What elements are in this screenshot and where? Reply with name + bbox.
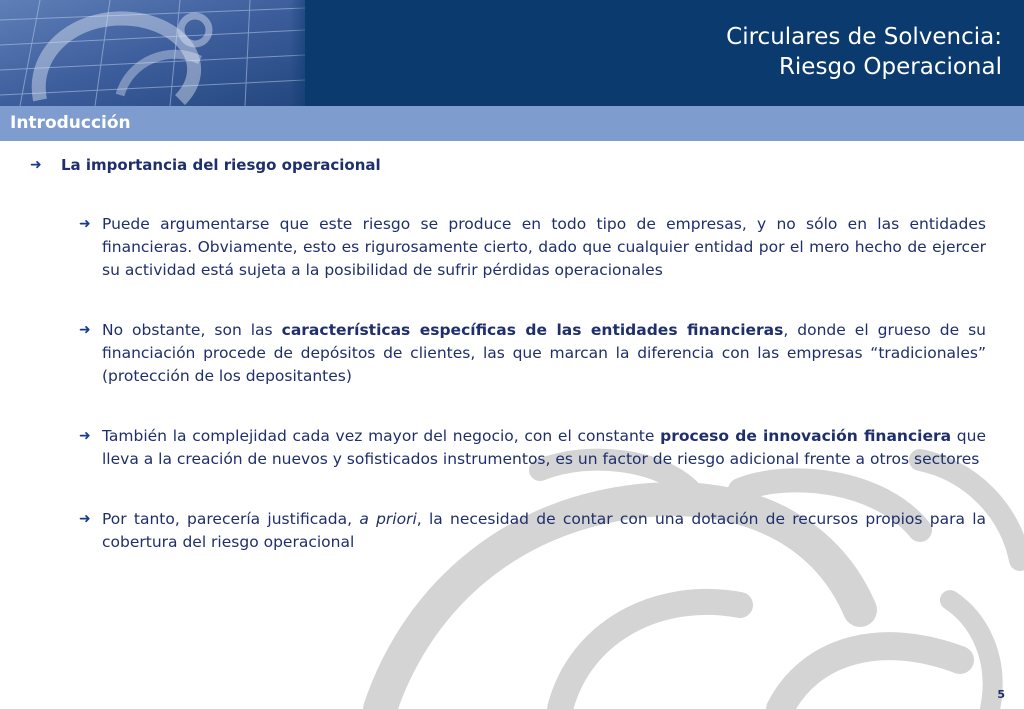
header-photo bbox=[0, 0, 305, 106]
bullet-text-part: No obstante, son las bbox=[102, 321, 282, 339]
heading-text: La importancia del riesgo operacional bbox=[61, 156, 381, 174]
bullet-item bbox=[30, 319, 986, 388]
arrow-bullet-icon: ➜ bbox=[79, 322, 91, 338]
title-line-1: Circulares de Solvencia: bbox=[726, 24, 1002, 50]
bullet-text-part: que lleva a la creación de nuevos y sofisticados instrumentos, es un factor de riesgo adicional frente a otros sectores bbox=[102, 427, 986, 468]
bullet-item bbox=[30, 425, 986, 471]
bullet-text-part: , donde el grueso de su financiación procede de depósitos de clientes, las que marcan la diferencia con las empresas “tradicionales” (protección de los depositantes) bbox=[102, 321, 986, 385]
arrow-bullet-icon: ➜ bbox=[79, 428, 91, 444]
header-photo-graphic bbox=[0, 0, 305, 106]
bullet-text-part: También la complejidad cada vez mayor del negocio, con el constante bbox=[102, 427, 661, 445]
bullet-item bbox=[30, 508, 986, 554]
section-title: Introducción bbox=[10, 113, 131, 133]
bullet-text-part: , la necesidad de contar con una dotación de recursos propios para la cobertura del riesgo operacional bbox=[102, 510, 987, 551]
bullet-text-part: Por tanto, parecería justificada, bbox=[102, 510, 360, 528]
bullet-text-bold: proceso de innovación financiera bbox=[660, 427, 952, 445]
page-number: 5 bbox=[997, 688, 1005, 701]
arrow-bullet-icon: ➜ bbox=[79, 511, 91, 527]
bullet-text: Puede argumentarse que este riesgo se produce en todo tipo de empresas, y no sólo en las entidades financieras. Obviamente, esto es rigurosamente cierto, dado que cualquier entidad por el mero hecho de ejercer su actividad está sujeta a la posibilidad de sufrir pérdidas operacionales bbox=[102, 215, 986, 279]
header-bar bbox=[0, 0, 1024, 106]
heading-item bbox=[30, 154, 986, 176]
content bbox=[30, 154, 986, 554]
arrow-bullet-icon: ➜ bbox=[79, 216, 91, 232]
header-fade bbox=[290, 0, 320, 106]
section-bar bbox=[0, 106, 1024, 141]
title-line-2: Riesgo Operacional bbox=[778, 54, 1002, 80]
page-title bbox=[726, 22, 1002, 82]
bullet-text-italic: a priori bbox=[359, 510, 417, 528]
bullet-item bbox=[30, 213, 986, 282]
arrow-bullet-icon: ➜ bbox=[30, 157, 42, 173]
bullet-text-bold: características específicas de las entidades financieras bbox=[281, 321, 784, 339]
